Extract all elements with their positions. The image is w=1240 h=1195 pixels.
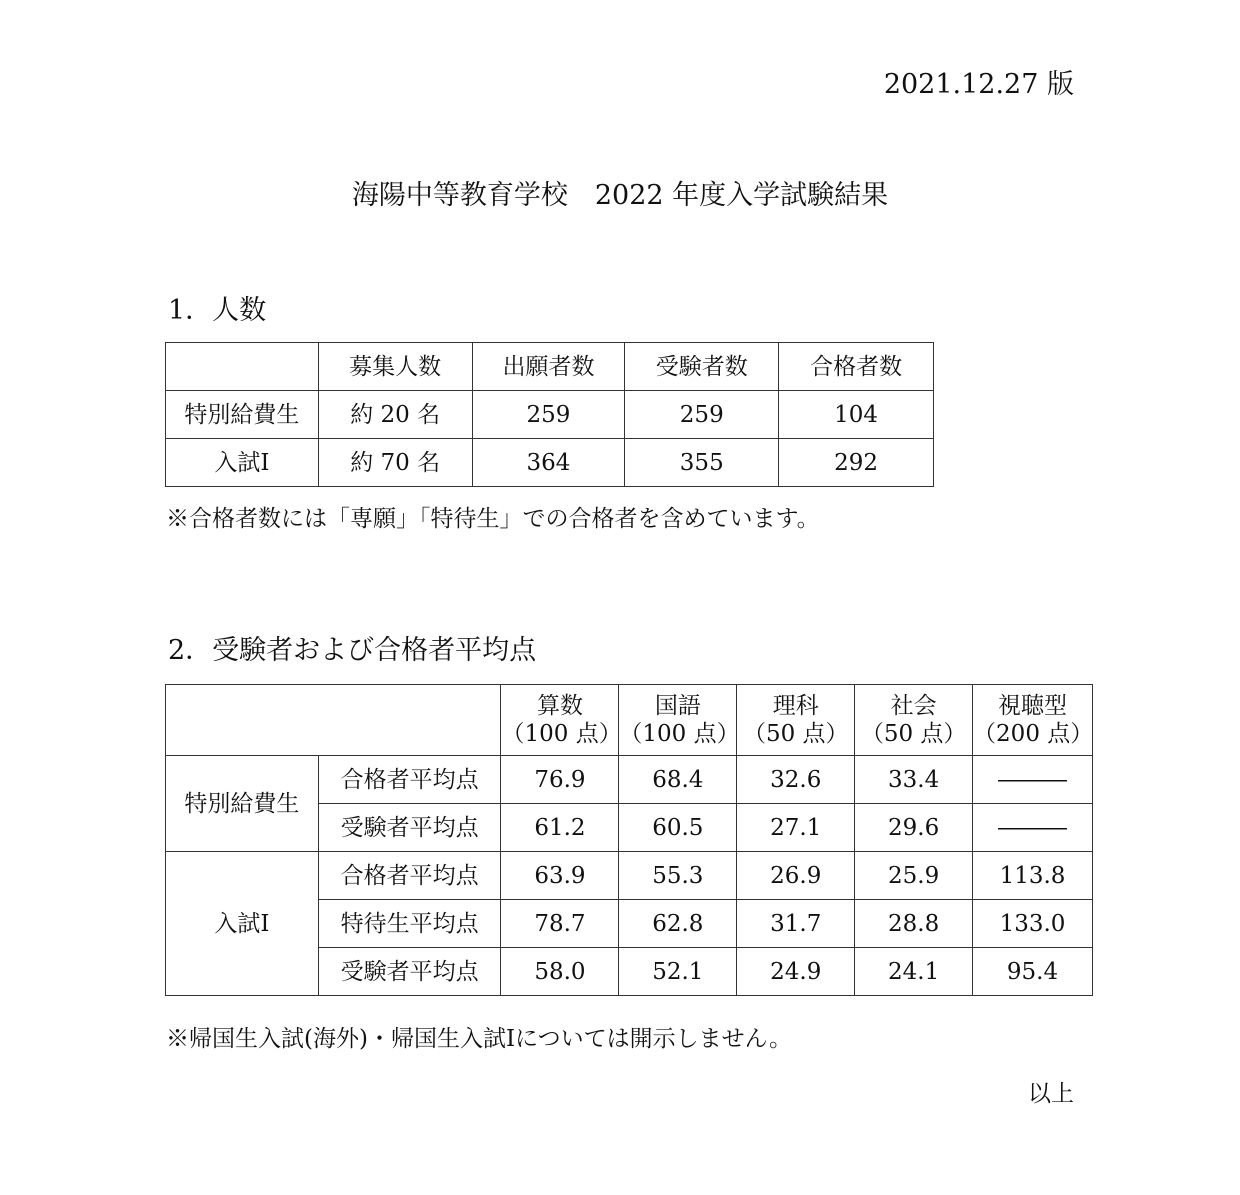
applicants-table: [165, 342, 934, 487]
table-cell: 62.8: [619, 900, 737, 948]
table-cell: 133.0: [973, 900, 1093, 948]
table-cell: 63.9: [501, 852, 619, 900]
table-cell: 60.5: [619, 804, 737, 852]
subject-name: 理科: [772, 693, 819, 719]
subject-header: [855, 685, 973, 756]
table-header-row: [166, 685, 1093, 756]
subject-name: 国語: [654, 693, 701, 719]
subject-header: [501, 685, 622, 756]
table-cell: 78.7: [501, 900, 619, 948]
table-cell: 364: [472, 439, 625, 487]
document-version-date: 2021.12.27 版: [883, 69, 1074, 100]
table-row: [166, 439, 934, 487]
header-cell: 受験者数: [625, 343, 779, 391]
row-label: 入試Ⅰ: [166, 439, 319, 487]
table-row: [166, 852, 1093, 900]
table-cell: 55.3: [619, 852, 737, 900]
row-label: 受験者平均点: [318, 804, 501, 852]
table-cell: 25.9: [855, 852, 973, 900]
table-cell: 68.4: [619, 756, 737, 804]
table-cell: ―――: [973, 756, 1093, 804]
table-row: [166, 391, 934, 439]
subject-points: （200 点）: [973, 721, 1094, 747]
table-cell: 113.8: [973, 852, 1093, 900]
table-cell: 95.4: [973, 948, 1093, 996]
subject-header: [619, 685, 740, 756]
table-cell: 259: [625, 391, 779, 439]
subject-name: 算数: [536, 693, 583, 719]
table-cell: 約 70 名: [318, 439, 472, 487]
table-cell: 26.9: [737, 852, 855, 900]
section-2-note: ※帰国生入試(海外)・帰国生入試Ⅰについては開示しません。: [166, 1026, 792, 1052]
header-cell: 募集人数: [318, 343, 472, 391]
table-cell: 58.0: [501, 948, 619, 996]
subject-name: 社会: [890, 693, 937, 719]
subject-name: 視聴型: [998, 693, 1068, 719]
header-cell: 出願者数: [472, 343, 625, 391]
table-cell: 約 20 名: [318, 391, 472, 439]
table-cell: 27.1: [737, 804, 855, 852]
table-cell: 33.4: [855, 756, 973, 804]
row-label: 特別給費生: [166, 391, 319, 439]
table-cell: ―――: [973, 804, 1093, 852]
table-cell: 29.6: [855, 804, 973, 852]
subject-header: [737, 685, 855, 756]
table-cell: 24.9: [737, 948, 855, 996]
table-header-row: [166, 343, 934, 391]
section-1-note: ※合格者数には「専願」「特待生」での合格者を含めています。: [166, 506, 820, 532]
document-title: 海陽中等教育学校 2022 年度入学試験結果: [351, 180, 889, 211]
subject-points: （100 点）: [501, 721, 622, 747]
average-scores-table: [165, 684, 1093, 996]
table-cell: 24.1: [855, 948, 973, 996]
table-cell: 52.1: [619, 948, 737, 996]
group-label: 特別給費生: [166, 756, 319, 852]
header-cell: [166, 343, 319, 391]
closing-mark: 以上: [1028, 1081, 1074, 1107]
subject-header: [973, 685, 1093, 756]
row-label: 合格者平均点: [318, 852, 501, 900]
row-label: 特待生平均点: [318, 900, 501, 948]
subject-points: （100 点）: [619, 721, 740, 747]
table-cell: 32.6: [737, 756, 855, 804]
table-cell: 28.8: [855, 900, 973, 948]
header-cell: 合格者数: [779, 343, 934, 391]
section-2-heading: 2．受験者および合格者平均点: [168, 635, 537, 666]
row-label: 合格者平均点: [318, 756, 501, 804]
table-cell: 104: [779, 391, 934, 439]
table-row: [166, 756, 1093, 804]
subject-points: （50 点）: [860, 721, 967, 747]
header-cell-blank: [166, 685, 501, 756]
table-cell: 31.7: [737, 900, 855, 948]
table-cell: 61.2: [501, 804, 619, 852]
section-1-heading: 1．人数: [168, 295, 267, 326]
table-cell: 292: [779, 439, 934, 487]
table-cell: 76.9: [501, 756, 619, 804]
group-label: 入試Ⅰ: [166, 852, 319, 996]
row-label: 受験者平均点: [318, 948, 501, 996]
subject-points: （50 点）: [742, 721, 849, 747]
table-cell: 259: [472, 391, 625, 439]
table-cell: 355: [625, 439, 779, 487]
